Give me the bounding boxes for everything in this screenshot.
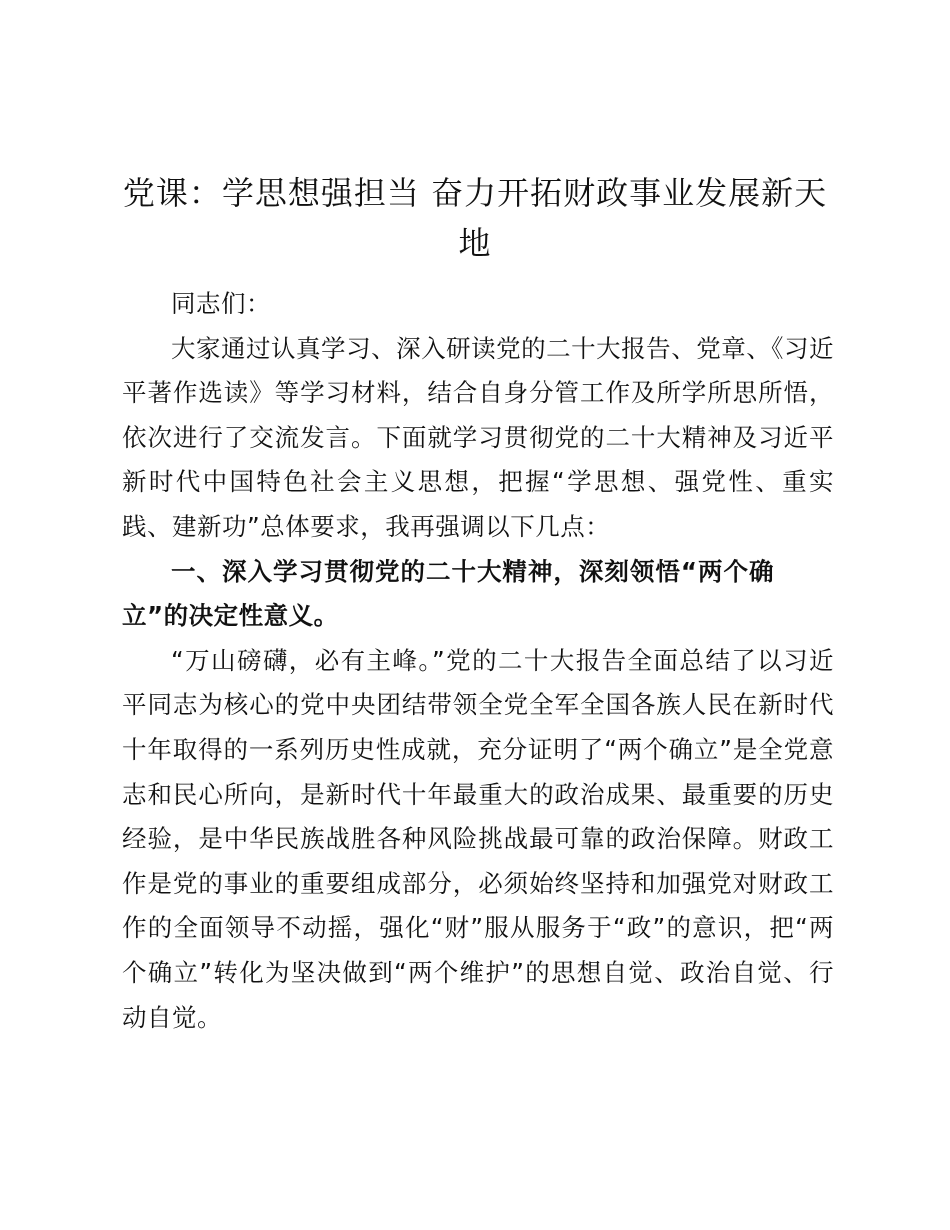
- salutation-paragraph: 同志们：: [171, 289, 271, 318]
- section-1-paragraph: “万山磅礴，必有主峰。”党的二十大报告全面总结了以习近平同志为核心的党中央团结带领全党全军全国各族人民在新时代十年取得的一系列历史性成就，充分证明了“两个确立”是全党意志和民心所向，是新时代十年最重大的政治成果、最重要的历史经验，是中华民族战胜各种风险挑战最可靠的政治保障。财政工作是党的事业的重要组成部分，必须始终坚持和加强党对财政工作的全面领导不动摇，强化“财”服从服务于“政”的意识，把“两个确立”转化为坚决做到“两个维护”的思想自觉、政治自觉、行动自觉。: [122, 645, 834, 1032]
- intro-paragraph: 大家通过认真学习、深入研读党的二十大报告、党章、《习近平著作选读》等学习材料，结合自身分管工作及所学所思所悟，依次进行了交流发言。下面就学习贯彻党的二十大精神及习近平新时代中国特色社会主义思想，把握“学思想、强党性、重实践、建新功”总体要求，我再强调以下几点：: [122, 333, 834, 541]
- document-title: 党课：学思想强担当 奋力开拓财政事业发展新天地: [122, 174, 828, 262]
- document-body: [122, 282, 834, 1040]
- section-heading-1: 一、深入学习贯彻党的二十大精神，深刻领悟“两个确立”的决定性意义。: [122, 556, 774, 631]
